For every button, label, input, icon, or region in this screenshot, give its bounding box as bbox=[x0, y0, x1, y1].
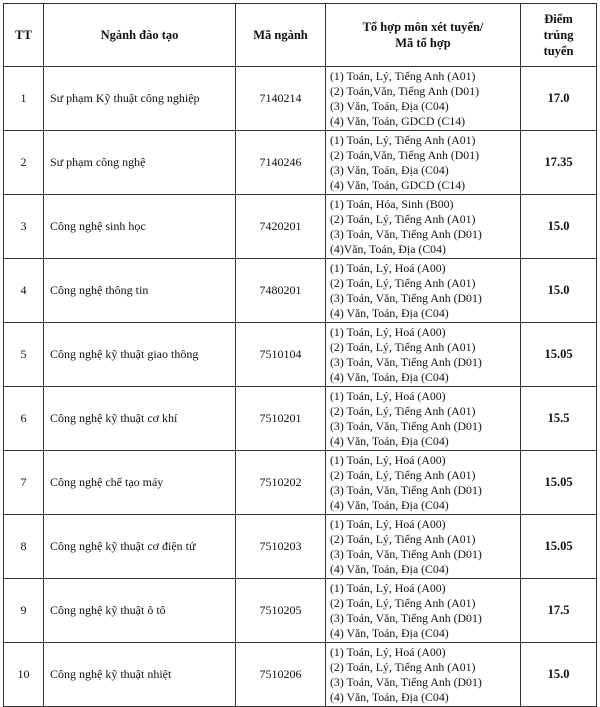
combination-item: (3) Toán, Văn, Tiếng Anh (D01) bbox=[330, 226, 482, 241]
row-number: 6 bbox=[4, 387, 44, 451]
row-number: 7 bbox=[4, 451, 44, 515]
subject-combinations bbox=[326, 579, 521, 643]
subject-combinations bbox=[326, 387, 521, 451]
table-row bbox=[4, 131, 597, 195]
header-combination-line2: Mã tổ hợp bbox=[395, 36, 451, 50]
major-code: 7510201 bbox=[236, 387, 326, 451]
major-code: 7510205 bbox=[236, 579, 326, 643]
combination-item: (2) Toán, Lý, Tiếng Anh (A01) bbox=[330, 595, 476, 610]
major-code: 7510203 bbox=[236, 515, 326, 579]
major-name: Công nghệ kỹ thuật cơ khí bbox=[44, 387, 236, 451]
combination-item: (1) Toán, Lý, Hoá (A00) bbox=[330, 516, 446, 531]
combination-item: (1) Toán, Lý, Hoá (A00) bbox=[330, 260, 446, 275]
major-name: Công nghệ chế tạo máy bbox=[44, 451, 236, 515]
combination-item: (1) Toán, Lý, Hoá (A00) bbox=[330, 580, 446, 595]
major-code: 7510202 bbox=[236, 451, 326, 515]
combination-item: (3) Toán, Văn, Tiếng Anh (D01) bbox=[330, 546, 482, 561]
admission-score: 15.0 bbox=[521, 643, 597, 707]
admission-score: 15.05 bbox=[521, 451, 597, 515]
row-number: 5 bbox=[4, 323, 44, 387]
subject-combinations bbox=[326, 195, 521, 259]
combination-item: (2) Toán, Lý, Tiếng Anh (A01) bbox=[330, 275, 476, 290]
major-name: Công nghệ sinh học bbox=[44, 195, 236, 259]
major-name: Công nghệ kỹ thuật giao thông bbox=[44, 323, 236, 387]
header-major: Ngành đào tạo bbox=[44, 4, 236, 67]
table-row bbox=[4, 579, 597, 643]
major-code: 7510104 bbox=[236, 323, 326, 387]
combination-item: (3) Toán, Văn, Tiếng Anh (D01) bbox=[330, 610, 482, 625]
combination-item: (4) Văn, Toán, Địa (C04) bbox=[330, 561, 449, 576]
header-combination bbox=[326, 4, 521, 67]
table-header-row bbox=[4, 4, 597, 67]
header-code: Mã ngành bbox=[236, 4, 326, 67]
combination-item: (3) Toán, Văn, Tiếng Anh (D01) bbox=[330, 290, 482, 305]
admission-score: 17.5 bbox=[521, 579, 597, 643]
combination-item: (1) Toán, Lý, Hoá (A00) bbox=[330, 452, 446, 467]
subject-combinations bbox=[326, 451, 521, 515]
major-name: Sư phạm Kỹ thuật công nghiệp bbox=[44, 67, 236, 131]
subject-combinations bbox=[326, 67, 521, 131]
combination-item: (1) Toán, Lý, Hoá (A00) bbox=[330, 388, 446, 403]
combination-item: (4)Văn, Toán, Địa (C04) bbox=[330, 241, 446, 256]
combination-item: (2) Toán, Lý, Tiếng Anh (A01) bbox=[330, 659, 476, 674]
major-name: Sư phạm công nghệ bbox=[44, 131, 236, 195]
subject-combinations bbox=[326, 643, 521, 707]
admission-score: 15.5 bbox=[521, 387, 597, 451]
combination-item: (2) Toán,Văn, Tiếng Anh (D01) bbox=[330, 147, 480, 162]
combination-item: (3) Văn, Toán, Địa (C04) bbox=[330, 162, 449, 177]
major-name: Công nghệ thông tin bbox=[44, 259, 236, 323]
combination-item: (1) Toán, Lý, Tiếng Anh (A01) bbox=[330, 132, 476, 147]
subject-combinations bbox=[326, 131, 521, 195]
combination-item: (2) Toán, Lý, Tiếng Anh (A01) bbox=[330, 531, 476, 546]
major-name: Công nghệ kỹ thuật ô tô bbox=[44, 579, 236, 643]
admission-score-table-container bbox=[3, 3, 596, 707]
table-row bbox=[4, 451, 597, 515]
combination-item: (4) Văn, Toán, Địa (C04) bbox=[330, 305, 449, 320]
combination-item: (1) Toán, Hóa, Sinh (B00) bbox=[330, 196, 454, 211]
combination-item: (2) Toán,Văn, Tiếng Anh (D01) bbox=[330, 83, 480, 98]
table-row bbox=[4, 259, 597, 323]
header-score-line1: Điểm bbox=[544, 12, 573, 26]
row-number: 10 bbox=[4, 643, 44, 707]
admission-score: 17.0 bbox=[521, 67, 597, 131]
major-name: Công nghệ kỹ thuật nhiệt bbox=[44, 643, 236, 707]
row-number: 4 bbox=[4, 259, 44, 323]
subject-combinations bbox=[326, 259, 521, 323]
combination-item: (2) Toán, Lý, Tiếng Anh (A01) bbox=[330, 339, 476, 354]
admission-score: 15.0 bbox=[521, 259, 597, 323]
major-code: 7140214 bbox=[236, 67, 326, 131]
combination-item: (2) Toán, Lý, Tiếng Anh (A01) bbox=[330, 467, 476, 482]
combination-item: (3) Toán, Văn, Tiếng Anh (D01) bbox=[330, 418, 482, 433]
combination-item: (1) Toán, Lý, Tiếng Anh (A01) bbox=[330, 68, 476, 83]
row-number: 1 bbox=[4, 67, 44, 131]
combination-item: (2) Toán, Lý, Tiếng Anh (A01) bbox=[330, 211, 476, 226]
subject-combinations bbox=[326, 515, 521, 579]
table-body bbox=[4, 67, 597, 707]
header-tt: TT bbox=[4, 4, 44, 67]
major-code: 7510206 bbox=[236, 643, 326, 707]
admission-score-table bbox=[3, 3, 597, 707]
table-row bbox=[4, 643, 597, 707]
admission-score: 15.05 bbox=[521, 515, 597, 579]
combination-item: (3) Văn, Toán, Địa (C04) bbox=[330, 98, 449, 113]
major-name: Công nghệ kỹ thuật cơ điện tử bbox=[44, 515, 236, 579]
row-number: 9 bbox=[4, 579, 44, 643]
combination-item: (4) Văn, Toán, Địa (C04) bbox=[330, 689, 449, 704]
admission-score: 15.0 bbox=[521, 195, 597, 259]
table-row bbox=[4, 67, 597, 131]
header-score bbox=[521, 4, 597, 67]
combination-item: (4) Văn, Toán, Địa (C04) bbox=[330, 369, 449, 384]
major-code: 7140246 bbox=[236, 131, 326, 195]
combination-item: (1) Toán, Lý, Hoá (A00) bbox=[330, 644, 446, 659]
header-combination-line1: Tổ hợp môn xét tuyển/ bbox=[362, 20, 484, 34]
table-row bbox=[4, 387, 597, 451]
combination-item: (4) Văn, Toán, Địa (C04) bbox=[330, 433, 449, 448]
admission-score: 15.05 bbox=[521, 323, 597, 387]
combination-item: (3) Toán, Văn, Tiếng Anh (D01) bbox=[330, 674, 482, 689]
header-score-line3: tuyển bbox=[543, 44, 574, 58]
row-number: 8 bbox=[4, 515, 44, 579]
admission-score: 17.35 bbox=[521, 131, 597, 195]
header-score-line2: trúng bbox=[543, 28, 574, 42]
combination-item: (4) Văn, Toán, GDCD (C14) bbox=[330, 113, 466, 128]
combination-item: (1) Toán, Lý, Hoá (A00) bbox=[330, 324, 446, 339]
combination-item: (3) Toán, Văn, Tiếng Anh (D01) bbox=[330, 354, 482, 369]
combination-item: (4) Văn, Toán, Địa (C04) bbox=[330, 625, 449, 640]
combination-item: (3) Toán, Văn, Tiếng Anh (D01) bbox=[330, 482, 482, 497]
table-row bbox=[4, 515, 597, 579]
major-code: 7480201 bbox=[236, 259, 326, 323]
combination-item: (4) Văn, Toán, Địa (C04) bbox=[330, 497, 449, 512]
row-number: 2 bbox=[4, 131, 44, 195]
major-code: 7420201 bbox=[236, 195, 326, 259]
row-number: 3 bbox=[4, 195, 44, 259]
subject-combinations bbox=[326, 323, 521, 387]
table-row bbox=[4, 195, 597, 259]
combination-item: (2) Toán, Lý, Tiếng Anh (A01) bbox=[330, 403, 476, 418]
table-row bbox=[4, 323, 597, 387]
combination-item: (4) Văn, Toán, GDCD (C14) bbox=[330, 177, 466, 192]
